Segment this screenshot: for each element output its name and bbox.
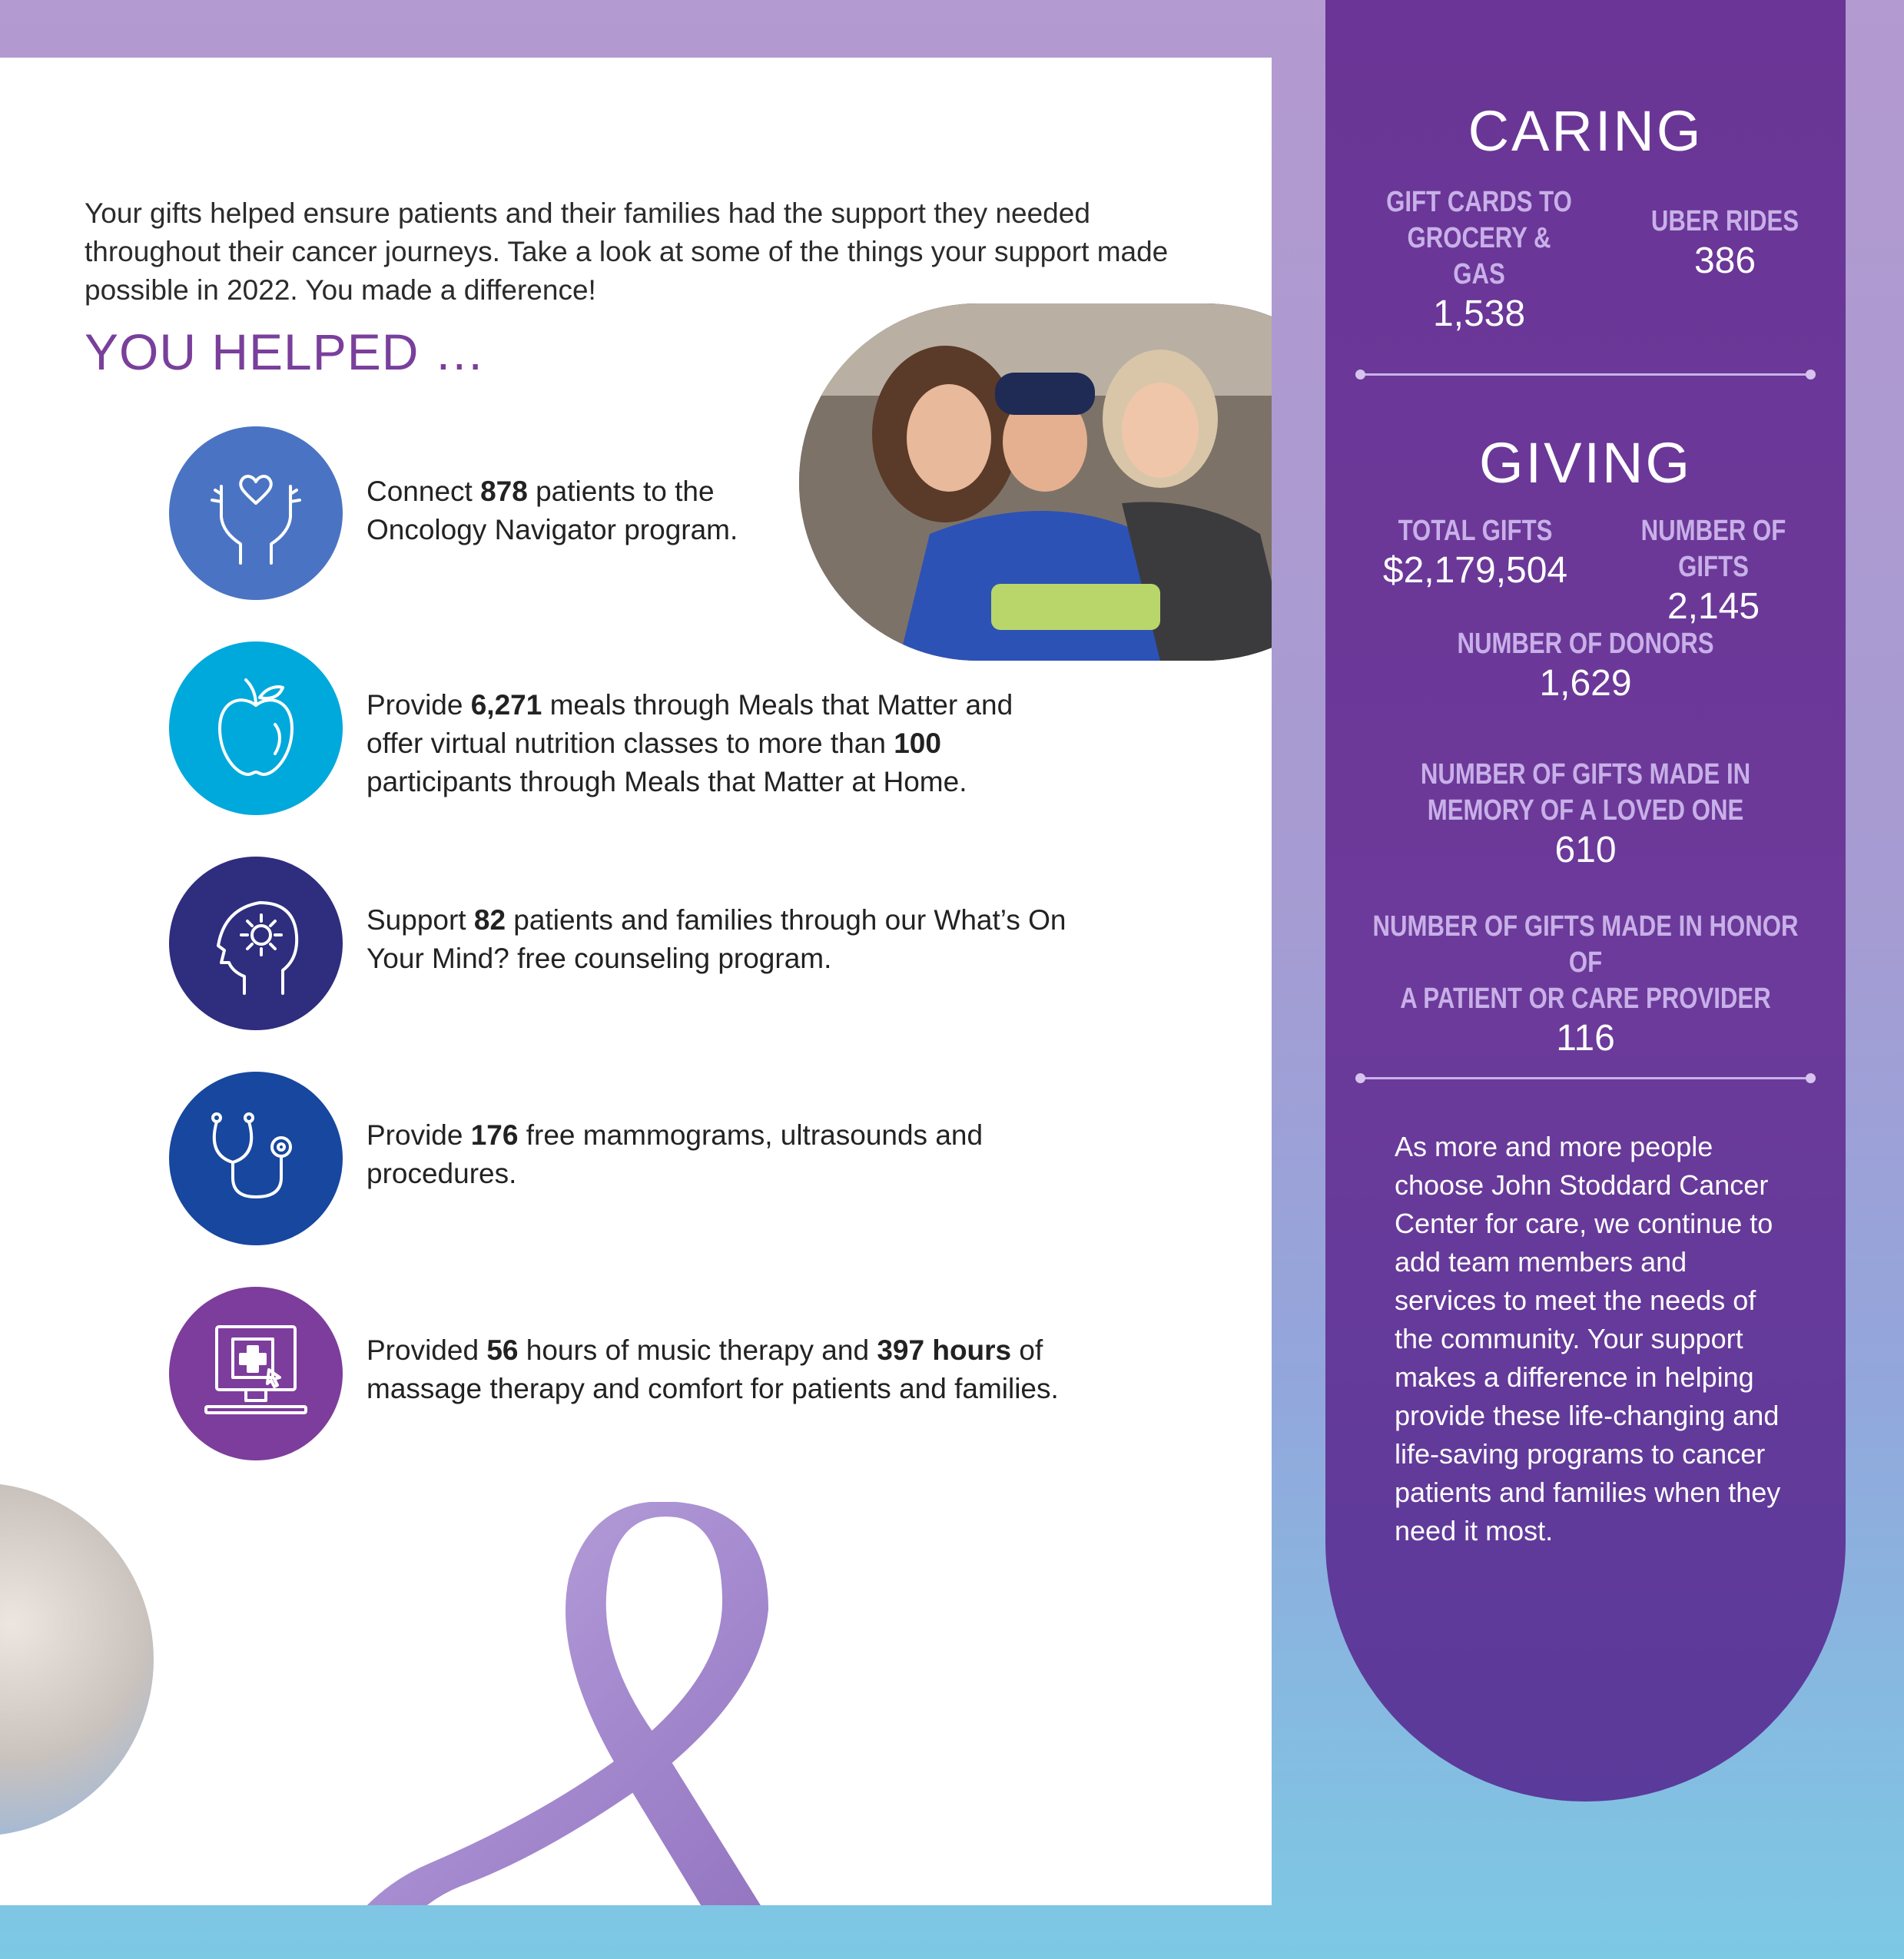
- stat-gifts-in-honor: [1325, 909, 1846, 1060]
- stats-panel: [1325, 0, 1846, 1802]
- section-divider: [1360, 373, 1811, 376]
- stat-label: GIFT CARDS TO: [1386, 186, 1572, 218]
- helped-item-text: Provide 6,271 meals through Meals that Matter and offer virtual nutrition classes to more than 100 participants through Meals that Matter at Home.: [367, 689, 1013, 797]
- icon-circle: [169, 1287, 343, 1460]
- icon-circle: [169, 1072, 343, 1245]
- stat-label: NUMBER OF GIFTS: [1640, 515, 1786, 583]
- stat-number-of-gifts: [1587, 513, 1840, 628]
- section-divider: [1360, 1077, 1811, 1079]
- computer-medical-cross-icon: [198, 1316, 313, 1431]
- helped-item-navigator: [169, 426, 1168, 603]
- helped-item-text: Provide 176 free mammograms, ultrasounds and procedures.: [367, 1119, 984, 1189]
- clinician-photo: [0, 1483, 154, 1836]
- stat-value: 2,145: [1667, 586, 1760, 627]
- head-gear-icon: [198, 886, 313, 1001]
- stat-gift-cards: [1356, 184, 1602, 336]
- stat-total-gifts: [1348, 513, 1602, 592]
- stat-label: MEMORY OF A LOVED ONE: [1427, 794, 1744, 827]
- helped-item-meals: [169, 641, 1168, 818]
- stat-label: NUMBER OF GIFTS MADE IN HONOR OF: [1372, 910, 1799, 979]
- helped-item-text: Connect 878 patients to the Oncology Navigator program.: [367, 476, 738, 545]
- you-helped-heading: YOU HELPED …: [85, 323, 486, 380]
- stat-label: A PATIENT OR CARE PROVIDER: [1400, 983, 1771, 1015]
- closing-paragraph: As more and more people choose John Stoddard Cancer Center for care, we continue to add team members and services to meet the needs of the community. Your support makes a difference in helping provide these life-changing and life-saving programs to cancer patients and families when they need it most.: [1395, 1131, 1781, 1546]
- stat-label: TOTAL GIFTS: [1398, 515, 1553, 547]
- icon-circle: [169, 641, 343, 815]
- stat-value: 610: [1554, 830, 1617, 870]
- caring-hands-heart-icon: [198, 456, 313, 571]
- caring-title: CARING: [1468, 99, 1703, 163]
- stat-value: 1,629: [1539, 663, 1632, 704]
- stat-value: 116: [1556, 1018, 1615, 1059]
- helped-item-text: Support 82 patients and families through our What’s On Your Mind? free counseling program.: [367, 904, 1066, 974]
- awareness-ribbon-graphic: [292, 1502, 984, 1905]
- stat-number-of-donors: [1325, 626, 1846, 705]
- stat-label: UBER RIDES: [1650, 205, 1800, 237]
- stat-gifts-in-memory: [1325, 757, 1846, 872]
- giving-title: GIVING: [1478, 431, 1693, 495]
- intro-paragraph: Your gifts helped ensure patients and their families had the support they needed throughout their cancer journeys. Take a look at some of the things your support made possible in 2022. You made a difference!: [85, 197, 1169, 306]
- icon-circle: [169, 857, 343, 1030]
- stat-label: NUMBER OF DONORS: [1457, 628, 1714, 660]
- helped-item-therapy: [169, 1287, 1168, 1463]
- stat-value: $2,179,504: [1382, 550, 1568, 591]
- helped-item-mammograms: [169, 1072, 1168, 1248]
- stat-uber-rides: [1617, 204, 1833, 283]
- helped-item-counseling: [169, 857, 1168, 1033]
- stat-label: GROCERY & GAS: [1407, 222, 1551, 290]
- apple-icon: [198, 671, 313, 786]
- stat-value: 386: [1693, 240, 1756, 281]
- stat-label: NUMBER OF GIFTS MADE IN: [1420, 758, 1751, 791]
- stat-value: 1,538: [1432, 293, 1526, 334]
- icon-circle: [169, 426, 343, 600]
- helped-item-text: Provided 56 hours of music therapy and 397 hours of massage therapy and comfort for patients and families.: [367, 1334, 1059, 1404]
- stethoscope-icon: [198, 1101, 313, 1216]
